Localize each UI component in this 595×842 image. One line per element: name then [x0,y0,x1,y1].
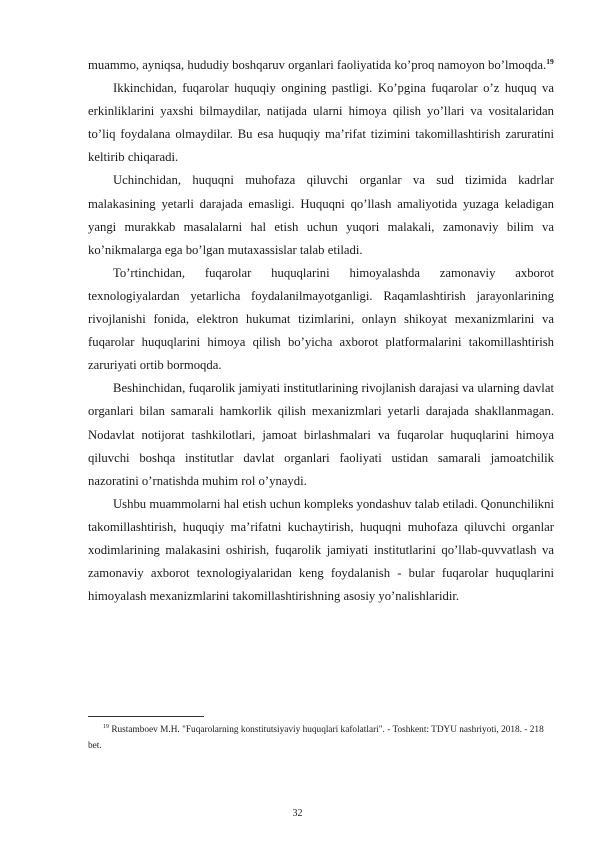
footnote-text: Rustamboev M.H. "Fuqarolarning konstitutsiyaviy huquqlari kafolatlari". - Toshkent: TDYU nashriyoti, 2018. - 218 bet. [88,725,544,751]
paragraph-text: muammo, ayniqsa, hududiy boshqaruv organlari faoliyatida ko’proq namoyon bo’lmoqda. [88,58,547,72]
paragraph: Ikkinchidan, fuqarolar huquqiy ongining pastligi. Ko’pgina fuqarolar o’z huquq va erkinliklarini yaxshi bilmaydilar, natijada ularni himoya qilish yo’llari va vositalaridan to’liq foydalana olmaydilar. Bu esa huquqiy ma’rifat tizimini takomillashtirish zaruratini keltirib chiqaradi. [88,81,554,165]
page-number: 32 [292,808,303,819]
paragraph [88,54,554,77]
footnote [88,722,554,754]
footnote-reference: 19 [546,56,554,66]
paragraph: Beshinchidan, fuqarolik jamiyati institutlarining rivojlanish darajasi va ularning davlat organlari bilan samarali hamkorlik qilish mexanizmlari yetarli darajada shakllanmagan. Nodavlat notijorat tashkilotlari, jamoat birlashmalari va fuqarolar huquqlarini himoya qiluvchi boshqa institutlar davlat organlari faoliyati ustidan samarali jamoatchilik nazoratini o’rnatishda muhim rol o’ynaydi. [88,381,554,488]
paragraph: Uchinchidan, huquqni muhofaza qiluvchi organlar va sud tizimida kadrlar malakasining yetarli darajada emasligi. Huquqni qo’llash amaliyotida yuzaga keladigan yangi murakkab masalalarni hal etish uchun yuqori malakali, zamonaviy bilim va ko’nikmalarga ega bo’lgan mutaxassislar talab etiladi. [88,173,554,257]
paragraph: To’rtinchidan, fuqarolar huquqlarini himoyalashda zamonaviy axborot texnologiyalardan yetarlicha foydalanilmayotganligi. Raqamlashtirish jarayonlarining rivojlanishi fonida, elektron hukumat tizimlarini, onlayn shikoyat mexanizmlarini va fuqarolar huquqlarini himoya qilish bo’yicha axborot platformalarini takomillashtirish zaruriyati ortib bormoqda. [88,265,554,373]
paragraph: Ushbu muammolarni hal etish uchun kompleks yondashuv talab etiladi. Qonunchilikni takomillashtirish, huquqiy ma’rifatni kuchaytirish, huquqni muhofaza qiluvchi organlar xodimlarining malakasini oshirish, fuqarolik jamiyati institutlarini qo’llab-quvvatlash va zamonaviy axborot texnologiyalaridan keng foydalanish - bular fuqarolar huquqlarini himoyalash mexanizmlarini takomillashtirishning asosiy yo’nalishlaridir. [88,496,554,604]
footnote-number: 19 [103,723,109,730]
body-text [88,54,554,608]
footnote-separator [88,716,204,717]
